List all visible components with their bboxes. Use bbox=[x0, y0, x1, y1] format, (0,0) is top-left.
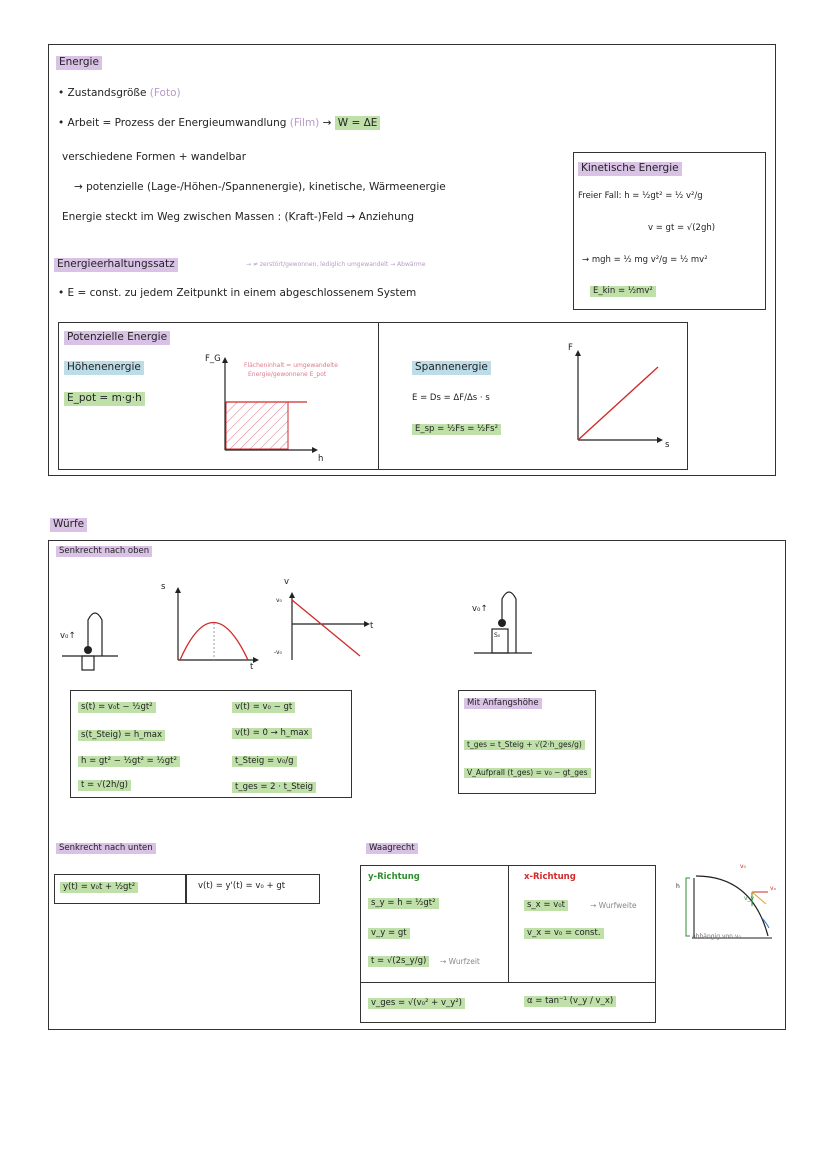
st-y-arrow bbox=[175, 587, 181, 593]
st-x-arrow bbox=[253, 657, 259, 663]
waag-trajectory bbox=[696, 876, 768, 936]
hoehe-y-arrow bbox=[222, 357, 228, 363]
oben-title: Senkrecht nach oben bbox=[56, 546, 152, 557]
kin-title: Kinetische Energie bbox=[578, 162, 682, 176]
waag-brace bbox=[686, 878, 690, 936]
arbeit-formula: W = ΔE bbox=[335, 116, 381, 130]
vt-axis-v0: v₀ bbox=[276, 597, 282, 604]
arbeit-text: Arbeit = Prozess der Energieumwandlung bbox=[67, 117, 287, 129]
kin-line1: Freier Fall: h = ½gt² = ½ v²/g bbox=[578, 191, 703, 201]
anf-s0: S₀ bbox=[494, 632, 501, 639]
launch-diagram bbox=[58, 610, 128, 680]
spann-line bbox=[578, 367, 658, 440]
spann-graph bbox=[570, 345, 680, 450]
x-richtung-title: x-Richtung bbox=[524, 872, 576, 882]
spann-title: Spannenergie bbox=[412, 361, 491, 375]
spann-formula-2: E_sp = ½Fs = ½Fs² bbox=[412, 424, 501, 435]
y-richtung-title: y-Richtung bbox=[368, 872, 420, 882]
bullet-zustandsgroesse: • Zustandsgröße (Foto) bbox=[58, 87, 181, 99]
launch-v0: v₀↑ bbox=[60, 631, 76, 641]
erhalt-title: Energieerhaltungssatz bbox=[54, 258, 178, 272]
waag-note: abhängig von v₀ bbox=[692, 933, 741, 940]
hoehe-axis-fg: F_G bbox=[205, 354, 221, 364]
area-note-2: Energie/gewonnene E_pot bbox=[248, 371, 327, 378]
erhalt-note: → ≠ zerstört/gewonnen, lediglich umgewandelt → Abwärme bbox=[246, 261, 426, 268]
oben-f-right-3: t_ges = 2 · t_Steig bbox=[232, 782, 316, 793]
unten-formula-1: y(t) = v₀t + ½gt² bbox=[60, 882, 138, 893]
x-note: → Wurfweite bbox=[590, 901, 637, 910]
x-formula-2: v_x = v₀ = const. bbox=[524, 928, 604, 939]
erhalt-text-value: E = const. zu jedem Zeitpunkt in einem abgeschlossenem System bbox=[67, 287, 417, 299]
st-axis-t: t bbox=[250, 662, 254, 672]
oben-f-left-0: s(t) = v₀t − ½gt² bbox=[78, 702, 156, 713]
oben-f-right-0: v(t) = v₀ − gt bbox=[232, 702, 295, 713]
oben-f-left-1: s(t_Steig) = h_max bbox=[78, 730, 165, 741]
formen-sub: → potenzielle (Lage-/Höhen-/Spannenergie), kinetische, Wärmeenergie bbox=[74, 181, 446, 193]
erhalt-text: • E = const. zu jedem Zeitpunkt in einem abgeschlossenem System bbox=[58, 287, 417, 299]
spann-y-arrow bbox=[575, 350, 581, 356]
vt-axis-minus: -v₀ bbox=[274, 649, 282, 656]
unten-title: Senkrecht nach unten bbox=[56, 843, 156, 854]
waag-title: Waagrecht bbox=[366, 843, 418, 854]
vt-axis-t: t bbox=[370, 621, 374, 631]
y-note: → Wurfzeit bbox=[440, 957, 480, 966]
bullet-arbeit: • Arbeit = Prozess der Energieumwandlung (Film) → W = ΔE bbox=[58, 118, 380, 130]
spann-formula-1: E = Ds = ΔF/Δs · s bbox=[412, 393, 490, 403]
kin-line3: → mgh = ½ mg v²/g = ½ mv² bbox=[582, 255, 708, 265]
st-axis-s: s bbox=[161, 582, 166, 592]
anf-title: Mit Anfangshöhe bbox=[464, 698, 542, 709]
kin-line2: v = gt = √(2gh) bbox=[648, 223, 716, 233]
film-note: (Film) bbox=[289, 117, 320, 129]
hoehe-formula: E_pot = m·g·h bbox=[64, 392, 145, 406]
waag-vx-label: vₓ bbox=[770, 885, 777, 892]
divider-pot bbox=[378, 322, 379, 470]
y-formula-3: t = √(2s_y/g) bbox=[368, 956, 429, 967]
x-formula-1: s_x = v₀t bbox=[524, 900, 568, 911]
spann-axis-f: F bbox=[568, 343, 573, 353]
waag-vy-label: v_y bbox=[744, 895, 755, 902]
anfangshoehe-diagram bbox=[470, 585, 540, 660]
waag-divider-v bbox=[508, 865, 509, 983]
vt-line bbox=[292, 600, 360, 656]
y-formula-1: s_y = h = ½gt² bbox=[368, 898, 439, 909]
energie-title: Energie bbox=[56, 56, 102, 70]
bullet-formen: verschiedene Formen + wandelbar bbox=[62, 151, 247, 163]
spann-x-arrow bbox=[657, 437, 663, 443]
spann-axis-s: s bbox=[665, 440, 670, 450]
ball bbox=[84, 646, 92, 654]
zustandsgroesse-text: Zustandsgröße bbox=[67, 87, 147, 99]
oben-f-left-2: h = gt² − ½gt² = ½gt² bbox=[78, 756, 180, 767]
anf-formula-1: t_ges = t_Steig + √(2·h_ges/g) bbox=[464, 740, 585, 750]
anf-formula-2: V_Aufprall (t_ges) = v₀ − gt_ges bbox=[464, 768, 591, 778]
oben-f-left-3: t = √(2h/g) bbox=[78, 780, 131, 791]
anf-v0: v₀↑ bbox=[472, 604, 488, 614]
hoehe-axis-h: h bbox=[318, 454, 324, 464]
kin-line4: E_kin = ½mv² bbox=[590, 286, 656, 297]
wuerfe-title: Würfe bbox=[50, 518, 87, 532]
vt-y-arrow bbox=[289, 592, 295, 598]
foto-note: (Foto) bbox=[149, 87, 181, 99]
hoehe-x-arrow bbox=[312, 447, 318, 453]
oben-f-right-2: t_Steig = v₀/g bbox=[232, 756, 297, 767]
s-t-graph bbox=[168, 585, 268, 675]
oben-f-right-1: v(t) = 0 → h_max bbox=[232, 728, 312, 739]
anf-ball bbox=[498, 619, 506, 627]
waag-v0-label: v₀ bbox=[740, 863, 746, 870]
waag-divider-h bbox=[360, 982, 656, 983]
area-note-1: Flächeninhalt = umgewandelte bbox=[244, 362, 338, 369]
y-formula-2: v_y = gt bbox=[368, 928, 410, 939]
vt-axis-v: v bbox=[284, 577, 290, 587]
pot-title: Potenzielle Energie bbox=[64, 331, 170, 345]
hoehe-title: Höhenenergie bbox=[64, 361, 144, 375]
unten-formula-2: v(t) = y'(t) = v₀ + gt bbox=[198, 881, 286, 891]
bullet-feld: Energie steckt im Weg zwischen Massen : (Kraft-)Feld → Anziehung bbox=[62, 211, 415, 223]
spring-box bbox=[82, 656, 94, 670]
hoehe-area bbox=[226, 402, 288, 449]
vges-formula: v_ges = √(v₀² + v_y²) bbox=[368, 998, 465, 1009]
v-t-graph bbox=[282, 590, 382, 670]
waag-h-label: h bbox=[676, 883, 680, 890]
alpha-formula: α = tan⁻¹ (v_y / v_x) bbox=[524, 996, 616, 1007]
